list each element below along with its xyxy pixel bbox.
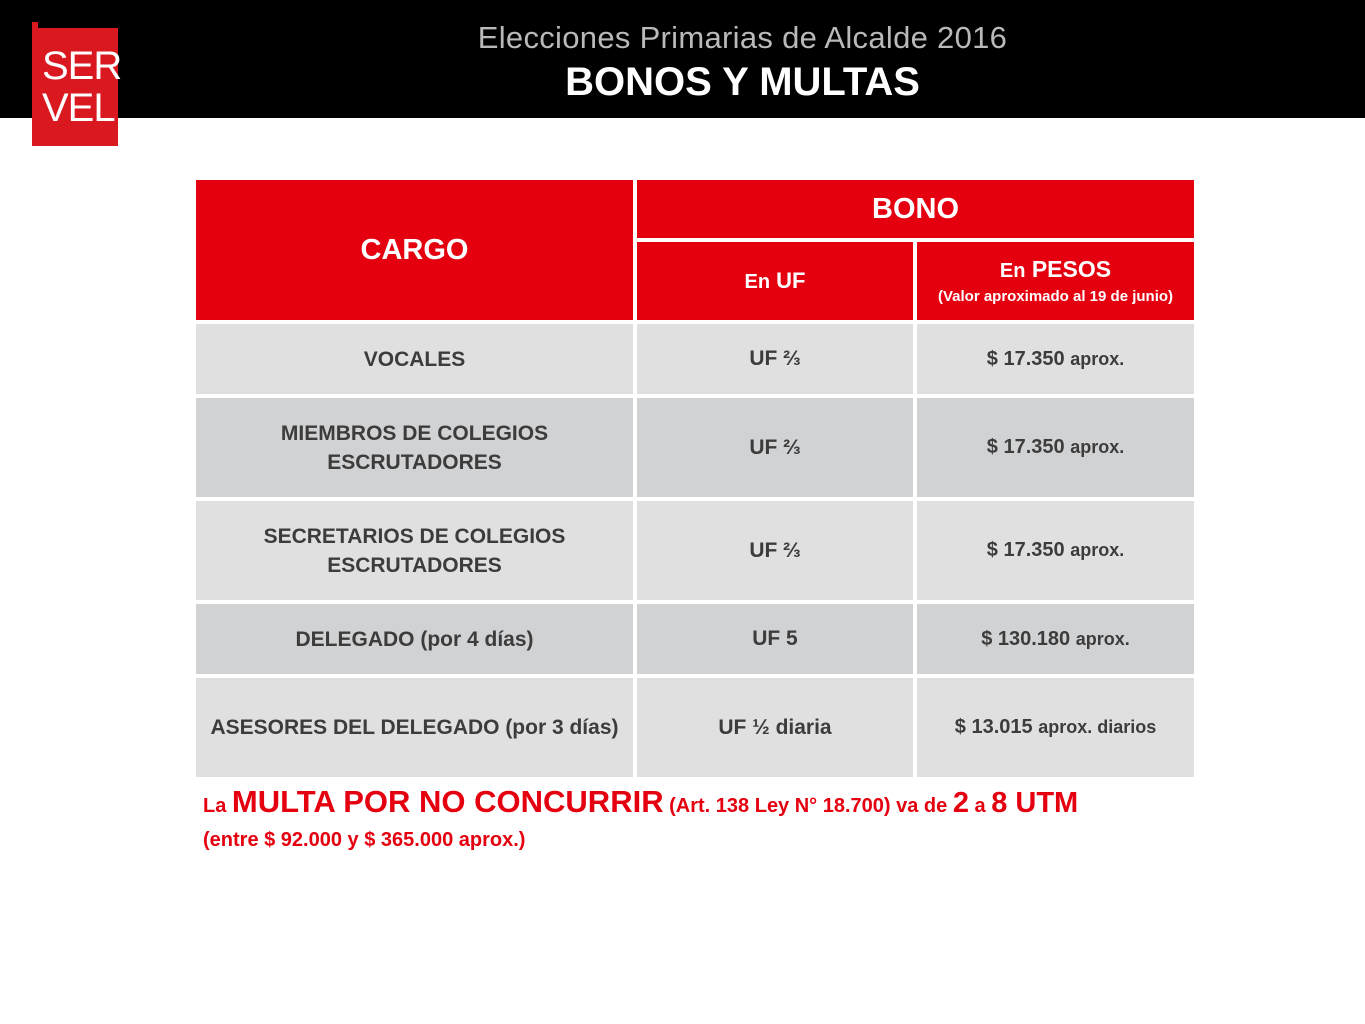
row-pesos [917, 678, 1194, 777]
logo-line-1: SER [42, 44, 122, 88]
note-la: La [203, 795, 232, 817]
page-title: BONOS Y MULTAS [565, 60, 920, 104]
row-pesos-value: $ 130.180 [981, 627, 1071, 650]
header-en-pesos-prefix: En [999, 259, 1026, 282]
row-uf: UF ⅔ [637, 501, 913, 600]
row-pesos-value: $ 17.350 [986, 539, 1065, 561]
table-row [196, 501, 1194, 600]
note-art: (Art. 138 Ley N° 18.700) va de [663, 795, 953, 817]
header-en-pesos-unit: PESOS [1031, 255, 1112, 282]
note-max: 8 UTM [991, 787, 1079, 819]
row-cargo: DELEGADO (por 4 días) [196, 604, 633, 674]
row-pesos [917, 398, 1194, 497]
note-multa: MULTA POR NO CONCURRIR [231, 784, 664, 819]
bonos-table [192, 176, 1198, 781]
note-min: 2 [952, 787, 969, 819]
header-bono: BONO [637, 180, 1194, 238]
row-pesos-suffix: aprox. [1070, 348, 1125, 369]
row-pesos-suffix: aprox. [1070, 540, 1125, 560]
row-cargo: VOCALES [196, 324, 633, 394]
header-en-uf-prefix: En [744, 271, 771, 293]
row-uf: UF ⅔ [637, 398, 913, 497]
page-subtitle: Elecciones Primarias de Alcalde 2016 [477, 20, 1008, 55]
row-pesos [917, 324, 1194, 394]
row-pesos-value: $ 13.015 [954, 716, 1033, 738]
table-row [196, 324, 1194, 394]
row-uf: UF 5 [637, 604, 913, 674]
table-row [196, 678, 1194, 777]
row-pesos-value: $ 17.350 [986, 436, 1065, 458]
row-pesos-suffix: aprox. [1075, 628, 1130, 649]
header-en-pesos-note: (Valor aproximado al 19 de junio) [937, 287, 1174, 305]
multa-note-line-2: (entre $ 92.000 y $ 365.000 aprox.) [203, 829, 526, 851]
row-pesos-suffix: aprox. [1070, 437, 1125, 457]
header-en-uf-unit: UF [776, 268, 806, 293]
table-row [196, 398, 1194, 497]
row-pesos-value: $ 17.350 [986, 347, 1065, 370]
row-pesos-suffix: aprox. diarios [1038, 717, 1157, 737]
header-en-pesos-title [917, 256, 1194, 283]
header-en-pesos [917, 242, 1194, 320]
row-cargo: MIEMBROS DE COLEGIOS ESCRUTADORES [196, 398, 633, 497]
row-pesos [917, 501, 1194, 600]
table-row [196, 604, 1194, 674]
row-uf: UF ⅔ [637, 324, 913, 394]
row-cargo: ASESORES DEL DELEGADO (por 3 días) [196, 678, 633, 777]
multa-note [203, 782, 1203, 851]
header-en-uf [637, 242, 913, 320]
row-uf: UF ½ diaria [637, 678, 913, 777]
row-cargo: SECRETARIOS DE COLEGIOS ESCRUTADORES [196, 501, 633, 600]
logo-line-2: VEL [42, 86, 115, 130]
note-a: a [968, 795, 992, 817]
row-pesos [917, 604, 1194, 674]
header-cargo: CARGO [196, 180, 633, 320]
